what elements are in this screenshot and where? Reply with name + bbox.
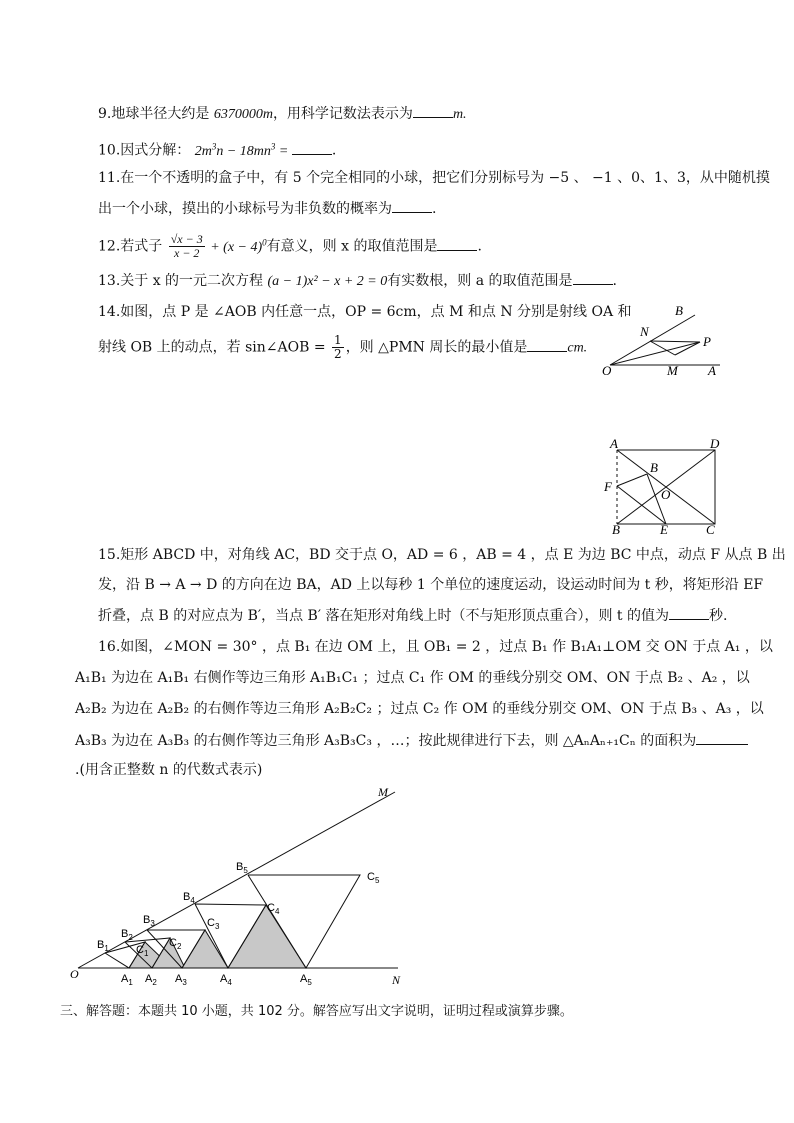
label-b-prime: B <box>650 460 658 475</box>
q-text: 发，沿 B → A → D 的方向在边 BA，AD 上以每秒 1 个单位的速度运动，设运动时间为 t 秒，将矩形沿 EF <box>98 577 764 593</box>
label-b2: $B_2$ <box>121 928 133 942</box>
label-b5: $B_5$ <box>236 861 248 875</box>
q-text: 矩形 ABCD 中，对角线 AC，BD 交于点 O，AD = 6 ，AB = 4 ，点 E 为边 BC 中点，动点 F 从点 B 出 <box>120 547 786 563</box>
q-text: 有实数根，则 a 的取值范围是 <box>387 273 573 289</box>
answer-blank[interactable] <box>413 103 453 118</box>
q-number: 9. <box>98 106 112 122</box>
fraction: $\frac{√x - 3}{x - 2}$ <box>170 232 203 261</box>
label-n: N <box>640 324 649 339</box>
question-14 <box>98 302 632 322</box>
unit: m. <box>452 107 467 122</box>
answer-blank[interactable] <box>527 337 567 352</box>
q-number: 13. <box>98 273 121 289</box>
question-9 <box>98 103 467 125</box>
q-number: 15. <box>98 547 121 563</box>
label-o: O <box>602 363 612 378</box>
q-text: .(用含正整数 n 的代数式表示) <box>75 762 263 778</box>
label-a3: $A_3$ <box>175 973 187 987</box>
label-b1: $B_1$ <box>97 939 109 953</box>
q-text: 关于 x 的一元二次方程 <box>120 273 264 289</box>
q-text: A₃B₃ 为边在 A₃B₃ 的右侧作等边三角形 A₃B₃C₃ ，…；按此规律进行下去，则 △AₙAₙ₊₁Cₙ 的面积为 <box>75 733 697 749</box>
question-16 <box>98 637 773 657</box>
q-text: ，则 △PMN 周长的最小值是 <box>345 339 528 356</box>
unit: m <box>262 107 273 122</box>
q-text: 出一个小球，摸出的小球标号为非负数的概率为 <box>98 201 392 217</box>
label-c: C <box>706 522 715 536</box>
value: 6370000 <box>213 107 263 122</box>
label-e: E <box>660 522 668 536</box>
segment-mp <box>675 342 700 355</box>
label-m: M <box>667 363 678 378</box>
question-16-line5 <box>75 760 262 780</box>
label-a1: $A_1$ <box>121 973 133 987</box>
q-text: 如图，∠MON = 30° ，点 B₁ 在边 OM 上，且 OB₁ = 2 ，过点 B₁ 作 B₁A₁⊥OM 交 ON 于点 A₁ ，以 <box>120 639 773 655</box>
q-text: A₂B₂ 为边在 A₂B₂ 的右侧作等边三角形 A₂B₂C₂ ；过点 C₂ 作 OM 的垂线分别交 OM、ON 于点 B₃ 、A₃ ，以 <box>75 701 764 717</box>
question-15 <box>98 545 786 565</box>
shaded-triangle-4 <box>228 905 306 968</box>
label-c3: $C_3$ <box>207 917 220 931</box>
label-a2: $A_2$ <box>145 973 157 987</box>
q-number: 12. <box>98 238 121 255</box>
label-c5: $C_5$ <box>367 871 380 885</box>
question-16-line3 <box>75 699 764 719</box>
label-c4: $C_4$ <box>267 902 280 916</box>
answer-blank[interactable] <box>292 140 332 155</box>
answer-blank[interactable] <box>392 198 432 213</box>
q-text: 因式分解： <box>120 142 191 159</box>
question-11-line2: 出一个小球，摸出的小球标号为非负数的概率为 . <box>98 198 436 219</box>
q-text: 在一个不透明的盒子中，有 5 个完全相同的小球，把它们分别标号为 −5 、 −1 、0、1、3，从中随机摸 <box>120 170 770 186</box>
q-number: 14. <box>98 304 121 320</box>
label-b: B <box>675 303 683 318</box>
label-d: D <box>710 436 720 451</box>
q-number: 10. <box>98 142 121 159</box>
q-text: 有意义，则 x 的取值范围是 <box>266 238 438 255</box>
question-14-line2 <box>98 334 587 361</box>
label-c1: $C_1$ <box>136 944 149 958</box>
q-text: 地球半径大约是 <box>111 106 210 122</box>
label-b3: $B_3$ <box>143 914 155 928</box>
label-c2: $C_2$ <box>169 937 182 951</box>
q-text: A₁B₁ 为边在 A₁B₁ 右侧作等边三角形 A₁B₁C₁ ；过点 C₁ 作 OM 的垂线分别交 OM、ON 于点 B₂ 、A₂ ，以 <box>75 670 750 686</box>
question-12: 12.若式子 $\frac{√x - 3}{x - 2}$ + $(x - 4)^0$有意义，则 x 的取值范围是 . <box>98 232 482 261</box>
q-text: ，用科学记数法表示为 <box>272 106 413 122</box>
figure-15 <box>600 436 730 536</box>
answer-blank[interactable] <box>573 270 613 285</box>
label-o: O <box>661 487 671 502</box>
question-15-line3 <box>98 605 727 626</box>
segment-nm <box>650 341 675 355</box>
figure-16 <box>60 780 420 990</box>
label-a4: $A_4$ <box>220 973 232 987</box>
label-o: O <box>70 967 79 981</box>
question-16-line2 <box>75 668 750 688</box>
fraction: $\frac{1}{2}$ <box>334 333 342 361</box>
question-11 <box>98 168 770 188</box>
question-13: 13.关于 x 的一元二次方程 (a − 1)x² − x + 2 = 0有实数根，则 a 的取值范围是 . <box>98 270 617 292</box>
question-10: 10.因式分解： $2m^3n - 18mn^3$ = . <box>98 141 337 159</box>
q-text: 若式子 <box>120 238 163 255</box>
q-number: 16. <box>98 639 121 655</box>
label-f: F <box>604 479 612 494</box>
q-text: 如图，点 P 是 ∠AOB 内任意一点，OP = 6cm，点 M 和点 N 分别是射线 OA 和 <box>120 304 632 320</box>
shaded-triangle-3 <box>182 930 228 968</box>
label-n: N <box>392 973 401 987</box>
math-expr: + $(x - 4)^0$ <box>206 237 267 255</box>
unit: cm. <box>567 340 588 356</box>
q-text: 折叠，点 B 的对应点为 B′，当点 B′ 落在矩形对角线上时（不与矩形顶点重合），则 t 的值为 <box>98 608 669 624</box>
label-b4: $B_4$ <box>183 891 195 905</box>
question-15-line2 <box>98 575 763 595</box>
label-m: M <box>378 785 388 799</box>
label-p: P <box>703 334 711 349</box>
label-a5: $A_5$ <box>300 973 312 987</box>
segment-np <box>650 341 700 342</box>
label-a: A <box>610 436 618 451</box>
segment-op <box>610 342 700 365</box>
math-expr: (a − 1)x² − x + 2 = 0 <box>267 274 388 289</box>
q-text: 射线 OB 上的动点，若 sin∠AOB = <box>98 339 326 356</box>
label-a: A <box>708 363 716 378</box>
math-expr: $2m^3n - 18mn^3$ = <box>194 141 292 159</box>
answer-blank[interactable] <box>669 605 709 620</box>
question-16-line4 <box>75 730 748 751</box>
q-number: 11. <box>98 170 121 186</box>
answer-blank[interactable] <box>437 236 477 251</box>
section-3-heading: 三、解答题：本题共 10 小题，共 102 分。解答应写出文字说明，证明过程或演算步骤。 <box>60 1004 573 1019</box>
label-b: B <box>612 522 620 536</box>
segment-fb1 <box>617 474 647 486</box>
figure-14 <box>600 300 730 380</box>
q-text: 秒. <box>709 608 728 624</box>
ray-ob <box>610 315 695 365</box>
answer-blank[interactable] <box>696 730 748 745</box>
